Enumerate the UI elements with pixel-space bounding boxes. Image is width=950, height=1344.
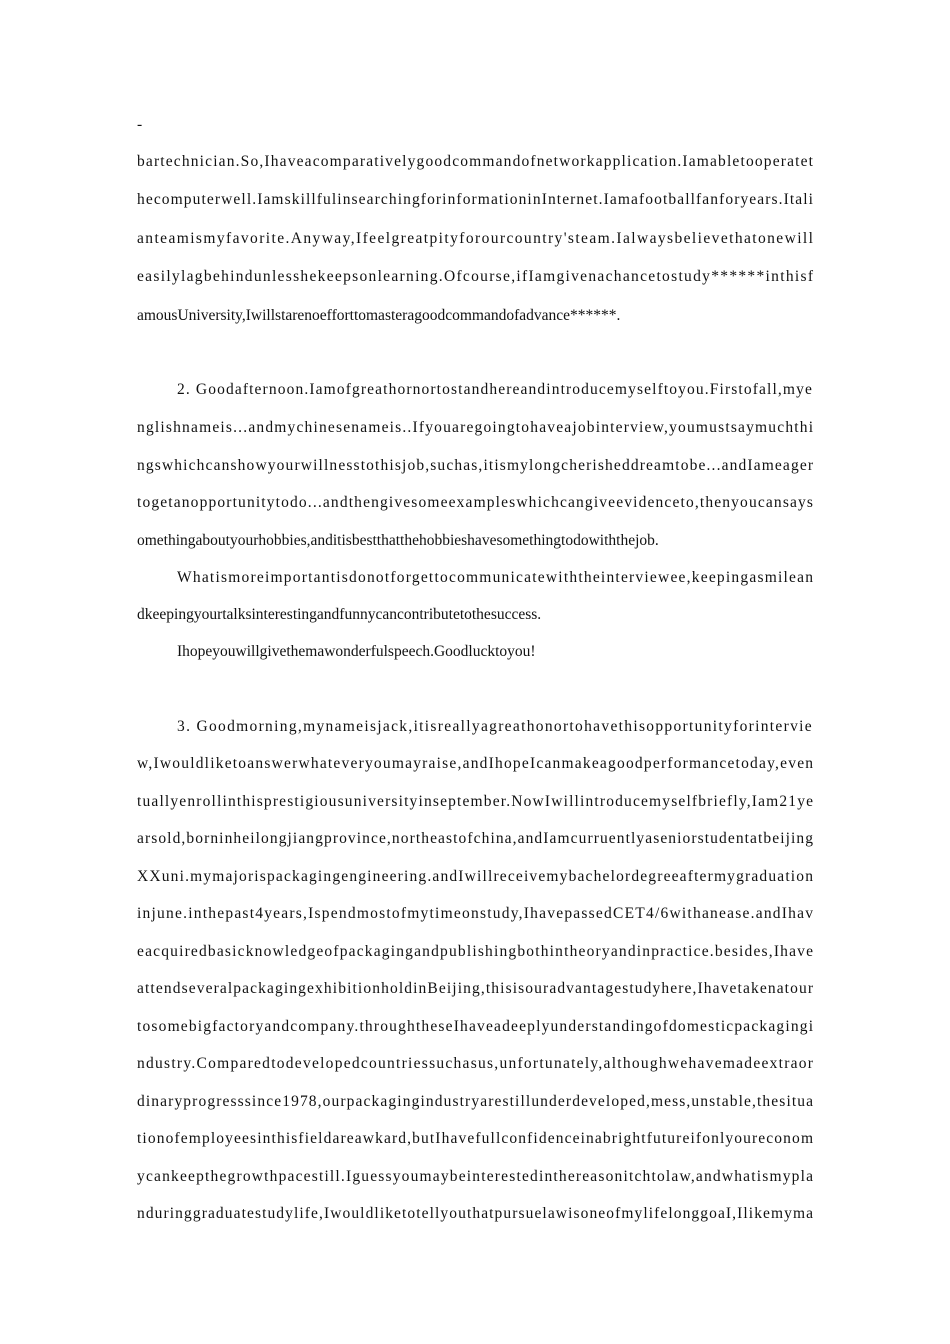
- text-line: w,Iwouldliketoanswerwhateveryoumayraise,andIhopeIcanmakeagoodperformancetoday,even: [137, 755, 815, 772]
- text-line: dkeepingyourtalksinterestingandfunnycancontributetothesuccess.: [137, 606, 542, 623]
- text-line: eacquiredbasicknowledgeofpackagingandpublishingbothintheoryandinpractice.besides,Ihave: [137, 943, 815, 960]
- text-line: Whatismoreimportantisdonotforgettocommunicatewiththeinterviewee,keepingasmilean: [177, 569, 815, 586]
- text-line: hecomputerwell.IamskillfulinsearchingforinformationinInternet.Iamafootballfanforyears.Itali: [137, 191, 815, 208]
- text-line: bartechnician.So,Ihaveacomparativelygoodcommandofnetworkapplication.Iamabletooperatet: [137, 153, 815, 170]
- text-line: nglishnameis...andmychinesenameis..Ifyouaregoingtohaveajobinterview,youmustsaymuchthi: [137, 419, 815, 436]
- text-line: dinaryprogresssince1978,ourpackagingindustryarestillunderdeveloped,mess,unstable,thesitua: [137, 1093, 815, 1110]
- text-line: ndustry.Comparedtodevelopedcountriessuchasus,unfortunately,althoughwehavemadeextraor: [137, 1055, 815, 1072]
- text-line: nduringgraduatestudylife,IwouldliketotellyouthatpursuelawisoneofmylifelonggoaI,Ilikemyma: [137, 1205, 815, 1222]
- dash-mark: -: [137, 116, 143, 133]
- text-line: tosomebigfactoryandcompany.throughtheseIhaveadeeplyunderstandingofdomesticpackagingi: [137, 1018, 815, 1035]
- text-line: 3. Goodmorning,mynameisjack,itisreallyagreathonortohavethisopportunityforintervie: [177, 718, 813, 735]
- text-line: attendseveralpackagingexhibitionholdinBeijing,thisisouradvantagestudyhere,Ihavetakenatour: [137, 980, 815, 997]
- text-line: omethingaboutyourhobbies,anditisbestthatthehobbieshavesomethingtodowiththejob.: [137, 532, 659, 549]
- text-line: arsold,borninheilongjiangprovince,northeastofchina,andIamcurruentlyaseniorstudentatbeijing: [137, 830, 815, 847]
- text-line: tuallyenrollinthisprestigiousuniversityinseptember.NowIwillintroducemyselfbriefly,Iam21ye: [137, 793, 815, 810]
- text-line: ngswhichcanshowyourwillnesstothisjob,suchas,itismylongcherisheddreamtobe...andIameager: [137, 457, 815, 474]
- text-line: easilylagbehindunlesshekeepsonlearning.Ofcourse,ifIamgivenachancetostudy******inthisf: [137, 268, 815, 285]
- text-line: Ihopeyouwillgivethemawonderfulspeech.Goodlucktoyou!: [177, 643, 536, 660]
- text-line: XXuni.mymajorispackagingengineering.andIwillreceivemybachelordegreeaftermygraduation: [137, 868, 815, 885]
- text-line: injune.inthepast4years,Ispendmostofmytimeonstudy,IhavepassedCET4/6withanease.andIhav: [137, 905, 815, 922]
- text-line: togetanopportunitytodo...andthengivesomeexampleswhichcangiveevidenceto,thenyoucansays: [137, 494, 815, 511]
- text-line: 2. Goodafternoon.Iamofgreathornortostandhereandintroducemyselftoyou.Firstofall,mye: [177, 381, 813, 398]
- text-line: ycankeepthegrowthpacestill.Iguessyoumaybeinterestedinthereasonitchtolaw,andwhatismypla: [137, 1168, 815, 1185]
- text-line: anteamismyfavorite.Anyway,Ifeelgreatpityforourcountry'steam.Ialwaysbelievethatonewill: [137, 230, 815, 247]
- text-line: tionofemployeesinthisfieldareawkard,butIhavefullconfidenceinabrightfutureifonlyoureconom: [137, 1130, 815, 1147]
- text-line: amousUniversity,Iwillstarenoefforttomasteragoodcommandofadvance******.: [137, 307, 621, 324]
